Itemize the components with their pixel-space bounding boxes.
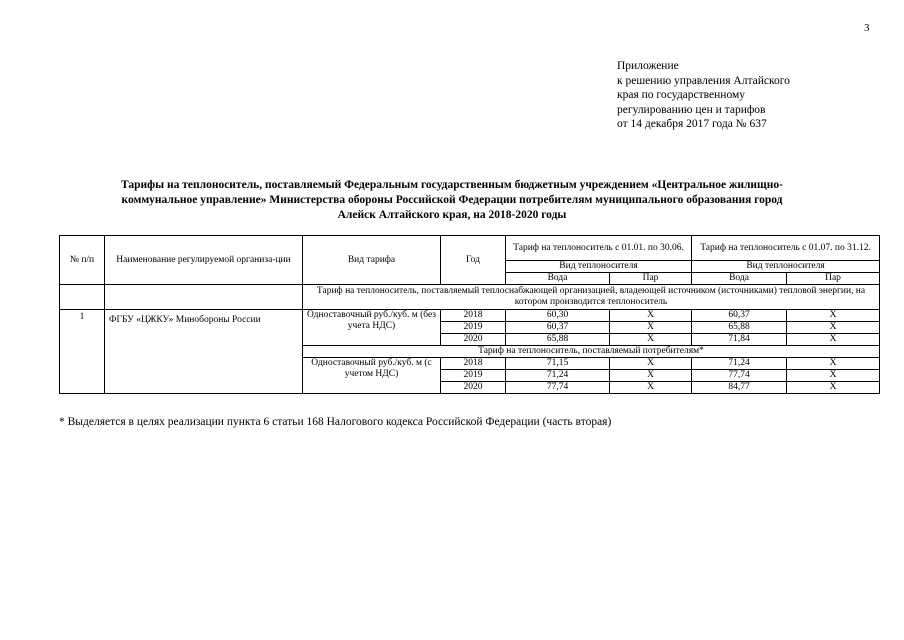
cell-water2: 60,37 bbox=[692, 310, 787, 322]
cell-steam2: Х bbox=[787, 334, 880, 346]
header-type: Вид тарифа bbox=[303, 236, 441, 285]
cell-steam2: Х bbox=[787, 322, 880, 334]
cell-steam1: Х bbox=[610, 370, 692, 382]
title-line: коммунальное управление» Министерства обороны Российской Федерации потребителям муниципального образования город bbox=[121, 194, 783, 206]
cell-water2: 71,84 bbox=[692, 334, 787, 346]
cell-steam1: Х bbox=[610, 322, 692, 334]
header-period2: Тариф на теплоноситель с 01.07. по 31.12. bbox=[692, 236, 880, 261]
org-name: ФГБУ «ЦЖКУ» Минобороны России bbox=[105, 310, 303, 394]
tariff-type: Одноставочный руб./куб. м (без учета НДС) bbox=[303, 310, 441, 346]
cell-year: 2020 bbox=[441, 382, 506, 394]
page-number: 3 bbox=[864, 22, 870, 34]
empty-cell bbox=[105, 285, 303, 310]
title-line: Алейск Алтайского края, на 2018-2020 годы bbox=[337, 209, 567, 221]
cell-water1: 71,24 bbox=[506, 370, 610, 382]
section-header: Тариф на теплоноситель, поставляемый теплоснабжающей организацией, владеющей источником (источниками) тепловой энергии, на котором производится теплоноситель bbox=[303, 285, 880, 310]
header-org: Наименование регулируемой организа-ции bbox=[105, 236, 303, 285]
appendix-line: края по государственному bbox=[617, 89, 745, 102]
cell-water2: 84,77 bbox=[692, 382, 787, 394]
cell-water1: 60,30 bbox=[506, 310, 610, 322]
cell-water1: 77,74 bbox=[506, 382, 610, 394]
cell-water1: 60,37 bbox=[506, 322, 610, 334]
cell-steam2: Х bbox=[787, 370, 880, 382]
cell-water1: 71,15 bbox=[506, 358, 610, 370]
appendix-line: к решению управления Алтайского bbox=[617, 74, 790, 87]
cell-steam1: Х bbox=[610, 358, 692, 370]
cell-steam1: Х bbox=[610, 334, 692, 346]
cell-water2: 77,74 bbox=[692, 370, 787, 382]
header-steam: Пар bbox=[787, 273, 880, 285]
document-title bbox=[62, 178, 842, 223]
cell-year: 2018 bbox=[441, 358, 506, 370]
cell-water2: 71,24 bbox=[692, 358, 787, 370]
header-num: № п/п bbox=[60, 236, 105, 285]
appendix-line: Приложение bbox=[617, 60, 679, 72]
cell-year: 2020 bbox=[441, 334, 506, 346]
cell-steam2: Х bbox=[787, 382, 880, 394]
appendix-block bbox=[617, 59, 790, 132]
cell-steam2: Х bbox=[787, 358, 880, 370]
section-header: Тариф на теплоноситель, поставляемый потребителям* bbox=[303, 346, 880, 358]
cell-year: 2019 bbox=[441, 322, 506, 334]
tariff-table bbox=[59, 235, 880, 394]
empty-cell bbox=[60, 285, 105, 310]
row-number: 1 bbox=[60, 310, 105, 394]
footnote: * Выделяется в целях реализации пункта 6 статьи 168 Налогового кодекса Российской Федерации (часть вторая) bbox=[59, 416, 612, 428]
header-water: Вода bbox=[692, 273, 787, 285]
cell-year: 2018 bbox=[441, 310, 506, 322]
cell-water2: 65,88 bbox=[692, 322, 787, 334]
cell-steam1: Х bbox=[610, 310, 692, 322]
appendix-line: от 14 декабря 2017 года № 637 bbox=[617, 118, 767, 131]
cell-steam1: Х bbox=[610, 382, 692, 394]
title-line: Тарифы на теплоноситель, поставляемый Федеральным государственным бюджетным учреждением «Центральное жилищно- bbox=[121, 179, 783, 191]
header-year: Год bbox=[441, 236, 506, 285]
cell-year: 2019 bbox=[441, 370, 506, 382]
cell-water1: 65,88 bbox=[506, 334, 610, 346]
appendix-line: регулированию цен и тарифов bbox=[617, 103, 766, 116]
header-steam: Пар bbox=[610, 273, 692, 285]
header-kind: Вид теплоносителя bbox=[506, 261, 692, 273]
header-water: Вода bbox=[506, 273, 610, 285]
header-period1: Тариф на теплоноситель с 01.01. по 30.06. bbox=[506, 236, 692, 261]
cell-steam2: Х bbox=[787, 310, 880, 322]
tariff-type: Одноставочный руб./куб. м (с учетом НДС) bbox=[303, 358, 441, 394]
header-kind: Вид теплоносителя bbox=[692, 261, 880, 273]
